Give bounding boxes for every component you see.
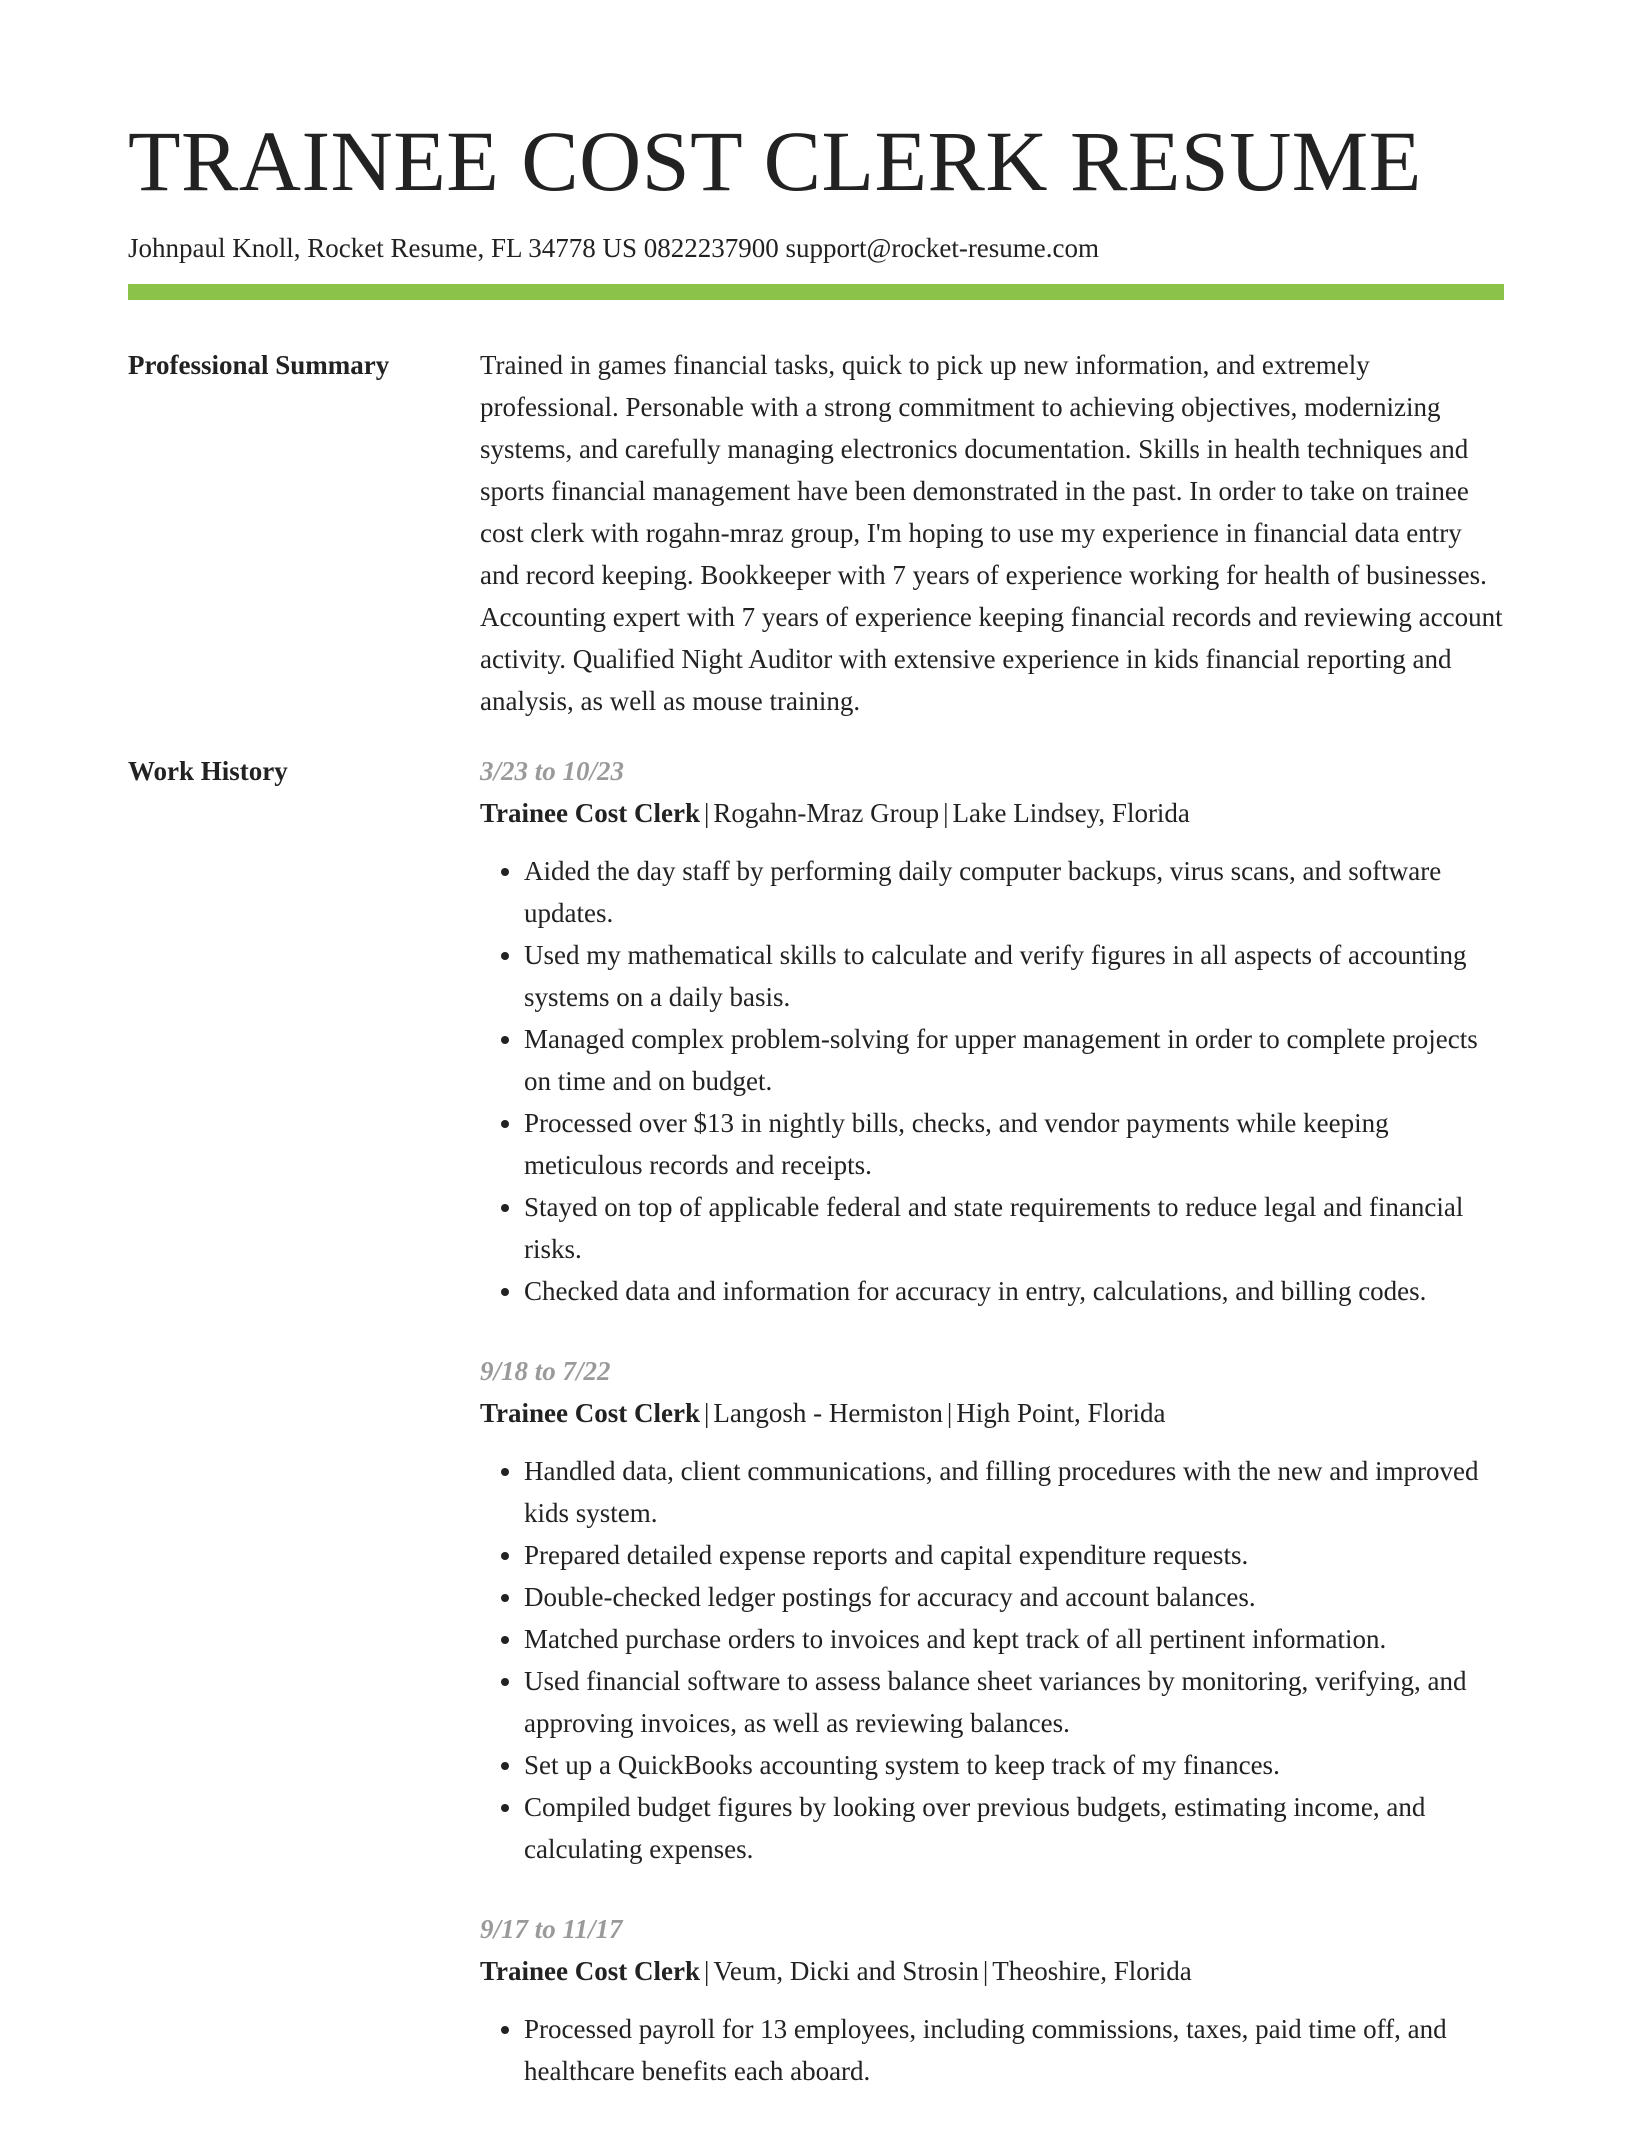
contact-location: FL 34778 US (490, 233, 637, 263)
separator: | (943, 798, 949, 829)
summary-body (480, 344, 1504, 722)
job-dates: 3/23 to 10/23 (480, 756, 625, 787)
summary-section (128, 344, 1504, 722)
contact-email: support@rocket-resume.com (785, 233, 1100, 263)
job-bullet: • Processed over $13 in nightly bills, checks, and vendor payments while keeping meticulous records and receipts. (524, 1102, 1504, 1186)
job-title: Trainee Cost Clerk (480, 1398, 700, 1429)
job-bullet: • Aided the day staff by performing daily computer backups, virus scans, and software updates. (524, 850, 1504, 934)
resume-page (128, 0, 1504, 2130)
separator: | (982, 1956, 989, 1987)
separator: | (703, 1956, 710, 1987)
job-bullet: • Used my mathematical skills to calculate and verify figures in all aspects of accounting systems on a daily basis. (524, 934, 1504, 1018)
job-dates: 9/18 to 7/22 (480, 1356, 611, 1387)
summary-text: Trained in games financial tasks, quick to pick up new information, and extremely professional. Personable with a strong commitment to achieving objectives, modernizing systems, and carefully managing electronics documentation. Skills in health techniques and sports financial management have been demonstrated in the past. In order to take on trainee cost clerk with rogahn-mraz group, I'm hoping to use my experience in financial data entry and record keeping. Bookkeeper with 7 years of experience working for health of businesses. Accounting expert with 7 years of experience keeping financial records and reviewing account activity. Qualified Night Auditor with extensive experience in kids financial reporting and analysis, as well as mouse training. (480, 350, 1503, 717)
work-history-body (480, 750, 1504, 2130)
job-title: Trainee Cost Clerk (480, 798, 700, 829)
job-bullets (480, 850, 1504, 1312)
job-company: Rogahn-Mraz Group (713, 798, 940, 829)
job-heading-line (480, 1392, 1504, 1434)
work-history-section (128, 750, 1504, 2130)
job-bullet: • Used financial software to assess balance sheet variances by monitoring, verifying, and approving invoices, as well as reviewing balances. (524, 1660, 1504, 1744)
job-bullet: • Managed complex problem-solving for upper management in order to complete projects on time and on budget. (524, 1018, 1504, 1102)
job-location: Lake Lindsey, Florida (952, 798, 1190, 829)
separator: | (946, 1398, 953, 1429)
job-title: Trainee Cost Clerk (480, 1956, 700, 1987)
job-bullet: • Handled data, client communications, and filling procedures with the new and improved kids system. (524, 1450, 1504, 1534)
job-bullet: • Double-checked ledger postings for accuracy and account balances. (524, 1576, 1504, 1618)
job-bullet: • Checked data and information for accuracy in entry, calculations, and billing codes. (524, 1270, 1504, 1312)
job-bullet: • Processed payroll for 13 employees, including commissions, taxes, paid time off, and healthcare benefits each aboard. (524, 2008, 1504, 2092)
contact-company: Rocket Resume, (307, 233, 485, 263)
job-location: High Point, Florida (956, 1398, 1166, 1429)
job-heading-line (480, 1950, 1504, 1992)
job-bullet: • Matched purchase orders to invoices and kept track of all pertinent information. (524, 1618, 1504, 1660)
summary-heading: Professional Summary (128, 350, 390, 381)
contact-line (128, 232, 1504, 264)
job-bullets (480, 1450, 1504, 1870)
contact-name: Johnpaul Knoll, (128, 233, 301, 263)
accent-divider (128, 284, 1504, 300)
job-bullet: • Compiled budget figures by looking over previous budgets, estimating income, and calculating expenses. (524, 1786, 1504, 1870)
job-bullet: • Set up a QuickBooks accounting system to keep track of my finances. (524, 1744, 1504, 1786)
job-location: Theoshire, Florida (992, 1956, 1192, 1987)
job-bullets (480, 2008, 1504, 2092)
job-entry (480, 1350, 1504, 1870)
separator: | (703, 1398, 710, 1429)
job-dates: 9/17 to 11/17 (480, 1914, 623, 1945)
contact-phone: 0822237900 (643, 233, 779, 263)
job-bullet: • Stayed on top of applicable federal and state requirements to reduce legal and financial risks. (524, 1186, 1504, 1270)
job-company: Langosh - Hermiston (713, 1398, 943, 1429)
job-entry (480, 1908, 1504, 2092)
job-bullet: • Prepared detailed expense reports and capital expenditure requests. (524, 1534, 1504, 1576)
separator: | (703, 798, 710, 829)
job-company: Veum, Dicki and Strosin (713, 1956, 979, 1987)
job-heading-line (480, 792, 1504, 834)
resume-title: TRAINEE COST CLERK RESUME (128, 113, 1422, 209)
job-entry (480, 750, 1504, 1312)
work-history-heading: Work History (128, 756, 288, 787)
